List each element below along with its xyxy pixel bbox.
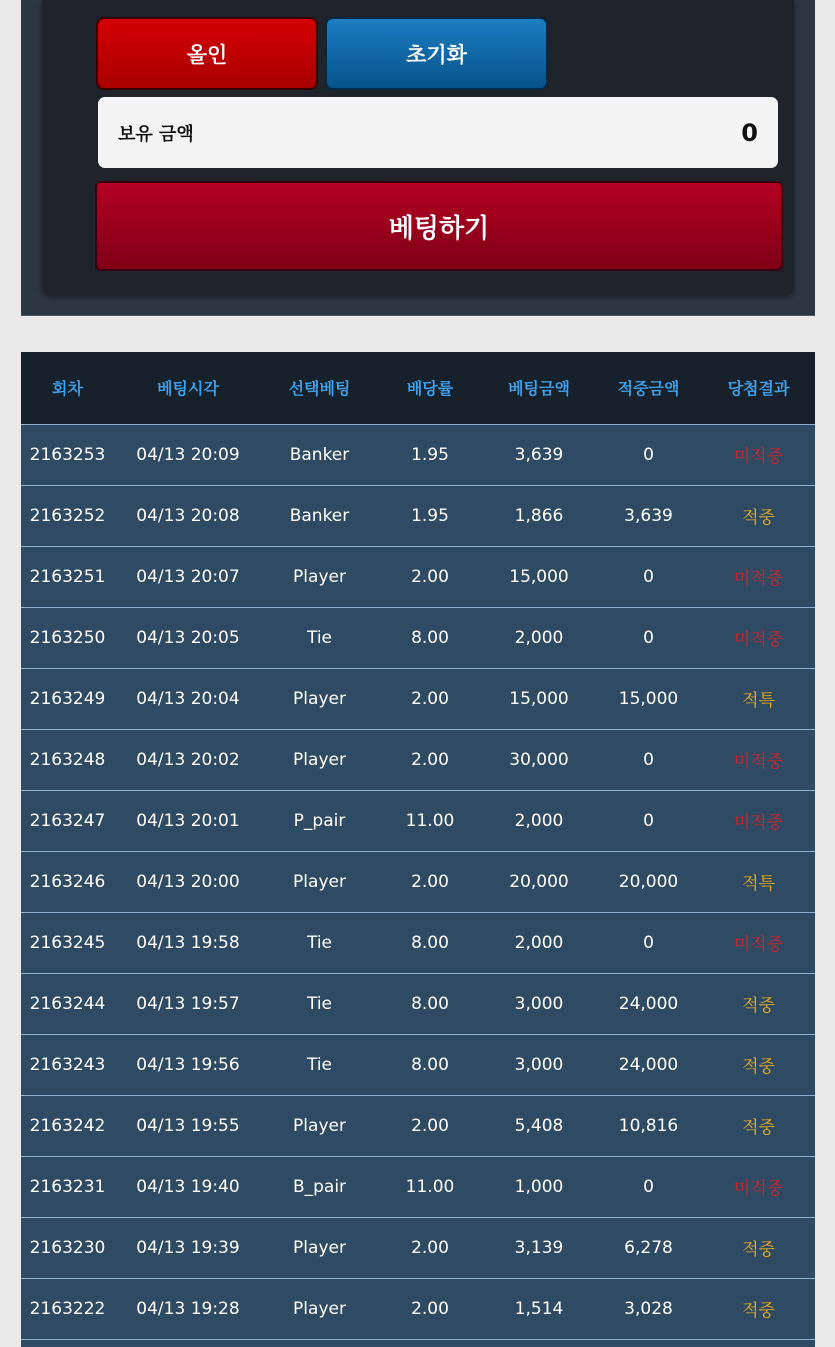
header-bet-amount: 베팅금액 <box>483 352 595 424</box>
cell-bet-time: 04/13 20:01 <box>114 790 262 851</box>
cell-bet-time: 04/13 19:39 <box>114 1217 262 1278</box>
cell-bet-time: 04/13 20:05 <box>114 607 262 668</box>
table-row <box>21 1278 815 1339</box>
cell-result: 적중 <box>702 1278 815 1339</box>
cell-bet-amount: 2,000 <box>483 912 595 973</box>
cell-payout: 0 <box>595 1156 702 1217</box>
cell-bet-time: 04/13 19:58 <box>114 912 262 973</box>
cell-odds: 2.00 <box>377 851 483 912</box>
header-pick: 선택베팅 <box>262 352 377 424</box>
cell-payout: 24,000 <box>595 1034 702 1095</box>
cell-bet-amount: 2,000 <box>483 607 595 668</box>
table-row <box>21 912 815 973</box>
table-row <box>21 1156 815 1217</box>
cell-odds: 2.00 <box>377 546 483 607</box>
header-odds: 배당률 <box>377 352 483 424</box>
cell-pick: Banker <box>262 424 377 485</box>
cell-round: 2163251 <box>21 546 114 607</box>
table-row <box>21 1034 815 1095</box>
cell-pick: Player <box>262 1095 377 1156</box>
cell-round: 2163243 <box>21 1034 114 1095</box>
cell-odds: 11.00 <box>377 790 483 851</box>
cell-bet-time: 04/13 19:55 <box>114 1095 262 1156</box>
cell-round: 2163250 <box>21 607 114 668</box>
cell-pick: Tie <box>262 1034 377 1095</box>
cell-pick: Player <box>262 851 377 912</box>
cell-payout: 0 <box>595 424 702 485</box>
cell-payout: 0 <box>595 546 702 607</box>
cell-result: 적중 <box>702 1034 815 1095</box>
bet-panel <box>21 0 815 316</box>
cell-odds: 2.00 <box>377 1278 483 1339</box>
cell-result: 미적중 <box>702 790 815 851</box>
cell-result: 적중 <box>702 973 815 1034</box>
cell-bet-amount: 15,000 <box>483 668 595 729</box>
cell-result: 적중 <box>702 1095 815 1156</box>
cell-bet-time: 04/13 20:00 <box>114 851 262 912</box>
place-bet-button[interactable]: 베팅하기 <box>95 181 783 271</box>
cell-payout: 0 <box>595 729 702 790</box>
cell-pick: Tie <box>262 607 377 668</box>
cell-payout: 3,639 <box>595 485 702 546</box>
balance-display <box>98 97 778 168</box>
cell-bet-amount: 1,866 <box>483 485 595 546</box>
cell-bet-time: 04/13 20:02 <box>114 729 262 790</box>
cell-round: 2163231 <box>21 1156 114 1217</box>
cell-bet-amount: 15,000 <box>483 546 595 607</box>
reset-button[interactable]: 초기화 <box>325 17 548 90</box>
cell-round: 2163245 <box>21 912 114 973</box>
table-row <box>21 851 815 912</box>
cell-round: 2163248 <box>21 729 114 790</box>
cell-payout: 0 <box>595 607 702 668</box>
table-row <box>21 729 815 790</box>
balance-label: 보유 금액 <box>118 123 194 145</box>
balance-value: 0 <box>741 118 758 147</box>
cell-result: 미적중 <box>702 607 815 668</box>
cell-odds: 2.00 <box>377 729 483 790</box>
cell-round: 2163247 <box>21 790 114 851</box>
bet-panel-inner <box>42 0 794 294</box>
cell-round: 2163252 <box>21 485 114 546</box>
cell-bet-time: 04/13 20:04 <box>114 668 262 729</box>
cell-odds: 8.00 <box>377 973 483 1034</box>
cell-bet-time: 04/13 19:40 <box>114 1156 262 1217</box>
table-header-row <box>21 352 815 424</box>
cell-bet-time: 04/13 19:57 <box>114 973 262 1034</box>
cell-round: 2163242 <box>21 1095 114 1156</box>
table-row <box>21 1217 815 1278</box>
cell-result: 미적중 <box>702 546 815 607</box>
cell-result: 적중 <box>702 1217 815 1278</box>
cell-payout: 15,000 <box>595 668 702 729</box>
cell-bet-amount: 20,000 <box>483 851 595 912</box>
cell-round: 2163222 <box>21 1278 114 1339</box>
cell-bet-time: 04/13 20:08 <box>114 485 262 546</box>
cell-result: 적중 <box>702 485 815 546</box>
cell-round: 2163230 <box>21 1217 114 1278</box>
cell-pick: Banker <box>262 485 377 546</box>
header-payout: 적중금액 <box>595 352 702 424</box>
cell-round: 2163244 <box>21 973 114 1034</box>
cell-result: 미적중 <box>702 912 815 973</box>
cell-bet-time: 04/13 20:09 <box>114 424 262 485</box>
cell-odds: 8.00 <box>377 1034 483 1095</box>
cell-bet-amount: 3,000 <box>483 1034 595 1095</box>
header-round: 회차 <box>21 352 114 424</box>
cell-odds: 1.95 <box>377 485 483 546</box>
cell-pick: Player <box>262 729 377 790</box>
cell-round: 2163249 <box>21 668 114 729</box>
table-row <box>21 485 815 546</box>
cell-payout: 20,000 <box>595 851 702 912</box>
cell-odds: 2.00 <box>377 1095 483 1156</box>
cell-bet-time: 04/13 19:56 <box>114 1034 262 1095</box>
cell-bet-amount: 3,000 <box>483 973 595 1034</box>
cell-odds: 2.00 <box>377 668 483 729</box>
cell-round: 2163246 <box>21 851 114 912</box>
table-row <box>21 668 815 729</box>
cell-pick: Player <box>262 1278 377 1339</box>
cell-pick: P_pair <box>262 790 377 851</box>
table-row <box>21 424 815 485</box>
cell-odds: 11.00 <box>377 1156 483 1217</box>
cell-result: 미적중 <box>702 729 815 790</box>
cell-payout: 10,816 <box>595 1095 702 1156</box>
table-row <box>21 790 815 851</box>
allin-button[interactable]: 올인 <box>96 17 318 90</box>
cell-bet-amount: 3,639 <box>483 424 595 485</box>
table-row <box>21 607 815 668</box>
table-row <box>21 1095 815 1156</box>
header-result: 당첨결과 <box>702 352 815 424</box>
cell-bet-amount: 30,000 <box>483 729 595 790</box>
cell-payout: 3,028 <box>595 1278 702 1339</box>
cell-payout: 0 <box>595 790 702 851</box>
cell-round: 2163253 <box>21 424 114 485</box>
cell-pick: Tie <box>262 912 377 973</box>
cell-pick: Player <box>262 668 377 729</box>
cell-odds: 8.00 <box>377 912 483 973</box>
cell-bet-time: 04/13 19:28 <box>114 1278 262 1339</box>
cell-result: 적특 <box>702 668 815 729</box>
cell-bet-amount: 1,000 <box>483 1156 595 1217</box>
cell-pick: B_pair <box>262 1156 377 1217</box>
cell-odds: 1.95 <box>377 424 483 485</box>
cell-payout: 0 <box>595 912 702 973</box>
cell-bet-amount: 2,000 <box>483 790 595 851</box>
cell-result: 적특 <box>702 851 815 912</box>
cell-bet-time: 04/13 20:07 <box>114 546 262 607</box>
cell-odds: 8.00 <box>377 607 483 668</box>
cell-result: 미적중 <box>702 424 815 485</box>
cell-bet-amount: 1,514 <box>483 1278 595 1339</box>
cell-result: 미적중 <box>702 1156 815 1217</box>
cell-pick: Player <box>262 546 377 607</box>
header-bet-time: 베팅시각 <box>114 352 262 424</box>
cell-pick: Player <box>262 1217 377 1278</box>
cell-pick: Tie <box>262 973 377 1034</box>
cell-payout: 24,000 <box>595 973 702 1034</box>
table-row <box>21 973 815 1034</box>
cell-bet-amount: 5,408 <box>483 1095 595 1156</box>
cell-bet-amount: 3,139 <box>483 1217 595 1278</box>
bet-history-table <box>21 352 815 1347</box>
cell-odds: 2.00 <box>377 1217 483 1278</box>
cell-payout: 6,278 <box>595 1217 702 1278</box>
table-row <box>21 546 815 607</box>
